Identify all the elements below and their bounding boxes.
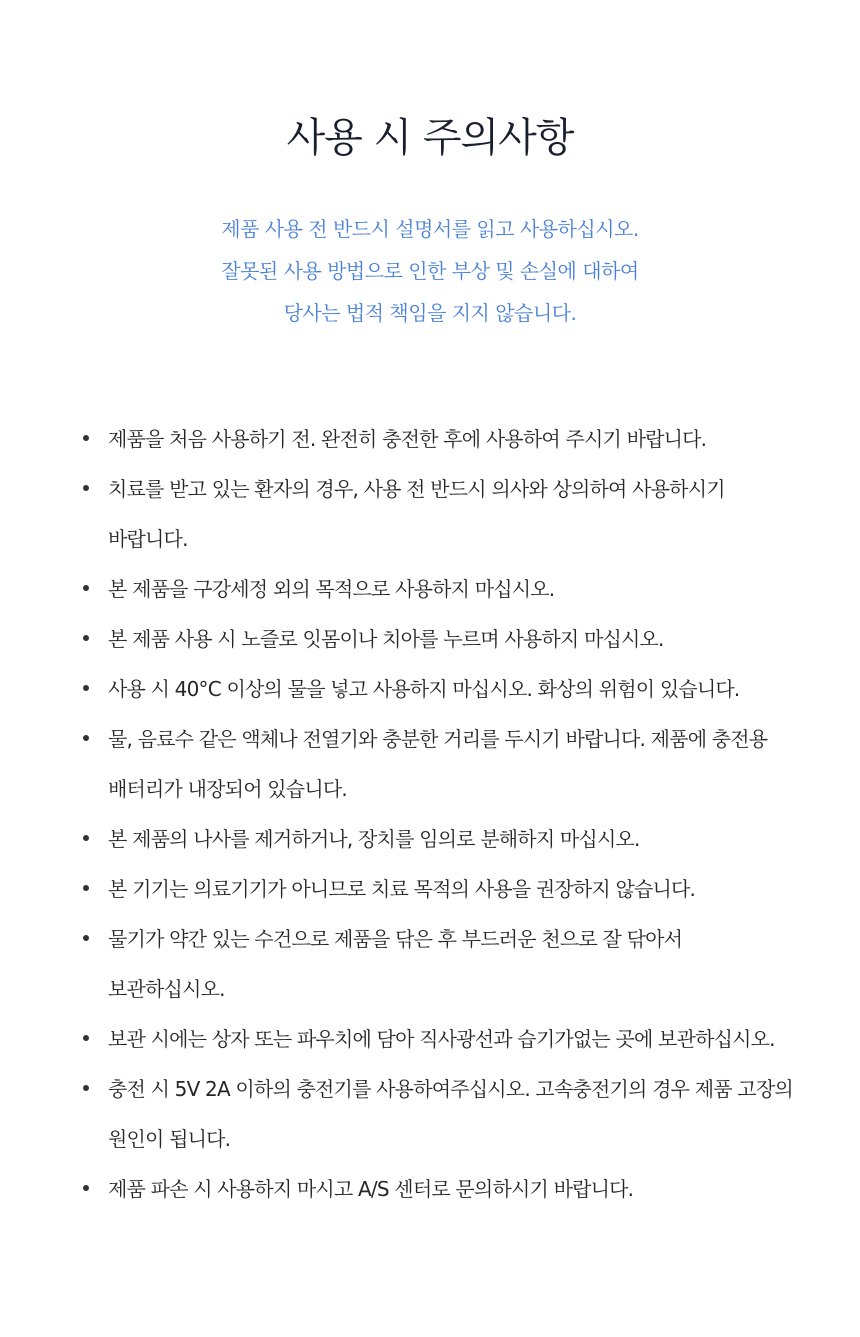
- bullet-icon: [83, 1035, 89, 1041]
- list-item: [80, 414, 800, 464]
- list-item: [80, 914, 800, 1014]
- caution-list: [80, 414, 800, 1214]
- bullet-icon: [83, 1185, 89, 1191]
- list-item: [80, 814, 800, 864]
- bullet-icon: [83, 835, 89, 841]
- bullet-icon: [83, 435, 89, 441]
- list-item: [80, 464, 800, 564]
- list-item-text: 제품을 처음 사용하기 전. 완전히 충전한 후에 사용하여 주시기 바랍니다.: [108, 427, 707, 451]
- list-item-text: 제품 파손 시 사용하지 마시고 A/S 센터로 문의하시기 바랍니다.: [108, 1177, 634, 1201]
- bullet-icon: [83, 735, 89, 741]
- notice-line: 제품 사용 전 반드시 설명서를 읽고 사용하십시오.: [221, 217, 639, 241]
- bullet-icon: [83, 635, 89, 641]
- list-item-text: 본 제품을 구강세정 외의 목적으로 사용하지 마십시오.: [108, 577, 555, 601]
- list-item: [80, 1014, 800, 1064]
- notice-block: [0, 208, 860, 334]
- list-item: [80, 864, 800, 914]
- notice-line: 당사는 법적 책임을 지지 않습니다.: [283, 301, 577, 325]
- list-item-text: 본 기기는 의료기기가 아니므로 치료 목적의 사용을 권장하지 않습니다.: [108, 877, 696, 901]
- list-item: [80, 1064, 800, 1164]
- list-item: [80, 1164, 800, 1214]
- list-item-text: 본 제품 사용 시 노즐로 잇몸이나 치아를 누르며 사용하지 마십시오.: [108, 627, 664, 651]
- list-item-text: 물, 음료수 같은 액체나 전열기와 충분한 거리를 두시기 바랍니다. 제품에 충전용 배터리가 내장되어 있습니다.: [108, 727, 768, 801]
- bullet-icon: [83, 485, 89, 491]
- list-item-text: 충전 시 5V 2A 이하의 충전기를 사용하여주십시오. 고속충전기의 경우 제품 고장의 원인이 됩니다.: [108, 1077, 793, 1151]
- bullet-icon: [83, 1085, 89, 1091]
- list-item-text: 보관 시에는 상자 또는 파우치에 담아 직사광선과 습기가없는 곳에 보관하십시오.: [108, 1027, 775, 1051]
- list-item-text: 사용 시 40°C 이상의 물을 넣고 사용하지 마십시오. 화상의 위험이 있습니다.: [108, 677, 740, 701]
- bullet-icon: [83, 935, 89, 941]
- list-item: [80, 614, 800, 664]
- list-item: [80, 564, 800, 614]
- bullet-icon: [83, 885, 89, 891]
- bullet-icon: [83, 685, 89, 691]
- list-item: [80, 664, 800, 714]
- notice-line: 잘못된 사용 방법으로 인한 부상 및 손실에 대하여: [221, 259, 639, 283]
- list-item: [80, 714, 800, 814]
- list-item-text: 치료를 받고 있는 환자의 경우, 사용 전 반드시 의사와 상의하여 사용하시기 바랍니다.: [108, 477, 725, 551]
- bullet-icon: [83, 585, 89, 591]
- list-item-text: 물기가 약간 있는 수건으로 제품을 닦은 후 부드러운 천으로 잘 닦아서 보관하십시오.: [108, 927, 683, 1001]
- list-item-text: 본 제품의 나사를 제거하거나, 장치를 임의로 분해하지 마십시오.: [108, 827, 640, 851]
- page-title: 사용 시 주의사항: [286, 115, 574, 161]
